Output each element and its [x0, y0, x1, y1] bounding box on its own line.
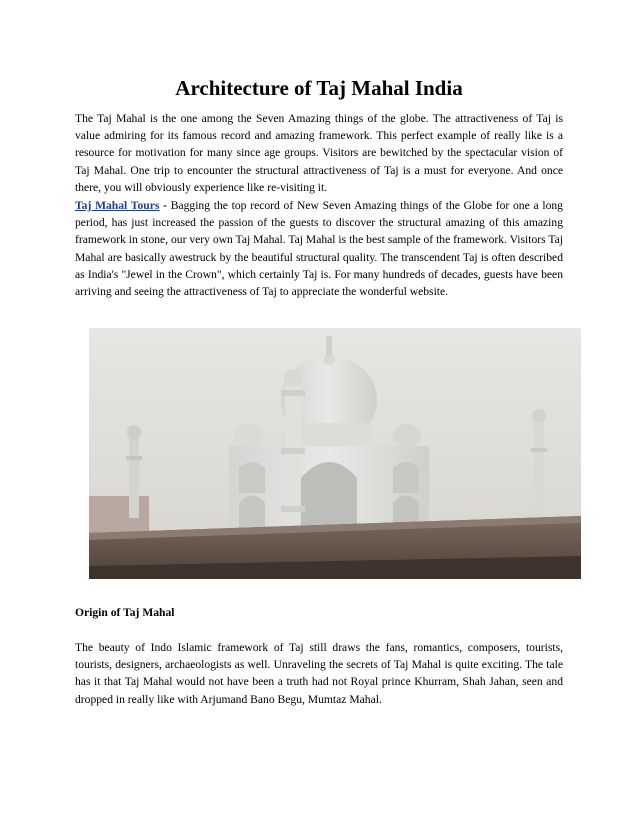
- origin-heading: Origin of Taj Mahal: [75, 606, 175, 619]
- origin-paragraph: The beauty of Indo Islamic framework of Taj still draws the fans, romantics, composers, tourists, tourists, designers, archaeologists as well. Unraveling the secrets of Taj Mahal is quite exciting. The tale has it that Taj Mahal would not have been a truth had not Royal prince Khurram, Shah Jahan, seen and dropped in really like with Arjumand Bano Begu, Mumtaz Mahal.: [75, 641, 563, 706]
- taj-mahal-photo: [89, 328, 581, 579]
- taj-mahal-tours-link[interactable]: Taj Mahal Tours: [75, 199, 160, 212]
- tours-dash: -: [159, 199, 171, 212]
- page-title: Architecture of Taj Mahal India: [175, 76, 463, 100]
- tours-paragraph: [75, 197, 563, 300]
- intro-paragraph: The Taj Mahal is the one among the Seven Amazing things of the globe. The attractiveness of Taj is value admiring for its famous record and amazing framework. This perfect example of really like is a resource for motivation for many since age groups. Visitors are bewitched by the spectacular vision of Taj Mahal. One trip to encounter the structural attractiveness of Taj is a must for everyone. And once there, you will obviously experience like re-visiting it.: [75, 112, 563, 194]
- tours-paragraph-text: Bagging the top record of New Seven Amazing things of the Globe for one a long period, has just increased the passion of the guests to discover the structural amazing of this amazing framework in stone, our very own Taj Mahal. Taj Mahal is the best sample of the framework. Visitors Taj Mahal are basically awestruck by the beautiful structural quality. The transcendent Taj is often described as India's "Jewel in the Crown", which certainly Taj is. For many hundreds of decades, guests have been arriving and seeing the attractiveness of Taj to appreciate the wonderful website.: [75, 199, 563, 299]
